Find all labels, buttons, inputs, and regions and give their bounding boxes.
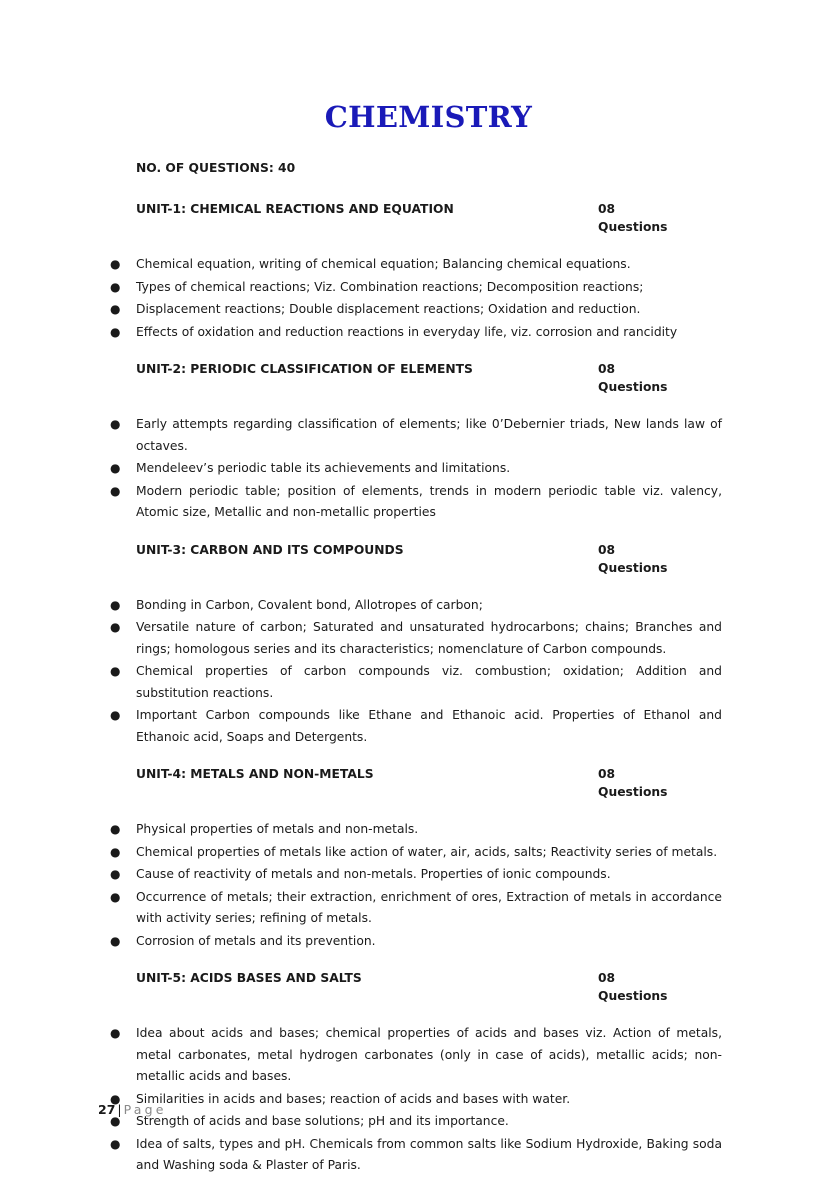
topic-list — [110, 1023, 722, 1177]
list-item: ● Similarities in acids and bases; reaction of acids and bases with water. — [136, 1089, 722, 1111]
list-item: ● Bonding in Carbon, Covalent bond, Allotropes of carbon; — [136, 595, 722, 617]
bullet-icon: ● — [110, 461, 121, 475]
bullet-icon: ● — [110, 867, 121, 881]
bullet-icon: ● — [110, 1114, 121, 1128]
unit-2-section — [110, 360, 722, 524]
bullet-icon: ● — [110, 324, 121, 339]
unit-header — [136, 969, 681, 1005]
list-item: ● Corrosion of metals and its prevention. — [136, 931, 722, 953]
list-item: ● Mendeleev’s periodic table its achievements and limitations. — [136, 458, 722, 480]
list-item: ● Versatile nature of carbon; Saturated and unsaturated hydrocarbons; chains; Branches and rings; homologous series and its characteristics; nomenclature of Carbon compounds. — [136, 617, 722, 660]
bullet-icon: ● — [110, 889, 121, 904]
bullet-icon: ● — [110, 620, 121, 634]
unit-title: UNIT-4: METALS AND NON-METALS — [136, 767, 374, 781]
unit-header — [136, 541, 681, 577]
list-item: ● Chemical properties of carbon compounds viz. combustion; oxidation; Addition and substitution reactions. — [136, 661, 722, 704]
footer-separator: | — [117, 1102, 122, 1117]
bullet-icon: ● — [110, 1026, 121, 1040]
list-item: ● Early attempts regarding classification of elements; like 0’Debernier triads, New lands law of octaves. — [136, 414, 722, 457]
list-item: ● Idea about acids and bases; chemical properties of acids and bases viz. Action of metals, metal carbonates, metal hydrogen carbonates (only in case of acids), metallic acids; non-metallic acids and bases. — [136, 1023, 722, 1088]
unit-1-section — [110, 200, 722, 343]
unit-question-count: 08 Questions — [598, 362, 668, 394]
page-footer — [98, 1101, 167, 1119]
topic-list — [110, 414, 722, 524]
list-item: ● Modern periodic table; position of elements, trends in modern periodic table viz. valency, Atomic size, Metallic and non-metallic properties — [136, 481, 722, 524]
bullet-icon: ● — [110, 302, 121, 316]
page-number: 27 — [98, 1102, 116, 1117]
syllabus-content — [110, 159, 722, 1194]
unit-header — [136, 200, 681, 236]
unit-question-count: 08 Questions — [598, 202, 668, 234]
list-item: ● Occurrence of metals; their extraction, enrichment of ores, Extraction of metals in accordance with activity series; refining of metals. — [136, 887, 722, 930]
number-of-questions: NO. OF QUESTIONS: 40 — [136, 161, 296, 175]
list-item: ● Idea of salts, types and pH. Chemicals from common salts like Sodium Hydroxide, Baking soda and Washing soda & Plaster of Paris. — [136, 1134, 722, 1177]
bullet-icon: ● — [110, 279, 121, 294]
page-title: CHEMISTRY — [324, 100, 533, 134]
bullet-icon: ● — [110, 597, 121, 612]
bullet-icon: ● — [110, 933, 121, 948]
bullet-icon: ● — [110, 708, 121, 722]
list-item: ● Types of chemical reactions; Viz. Combination reactions; Decomposition reactions; — [136, 277, 722, 299]
bullet-icon: ● — [110, 417, 121, 431]
unit-5-section — [110, 969, 722, 1177]
unit-4-section — [110, 765, 722, 952]
unit-header — [136, 360, 681, 396]
bullet-icon: ● — [110, 844, 121, 859]
bullet-icon: ● — [110, 664, 121, 678]
unit-question-count: 08 Questions — [598, 542, 668, 575]
topic-list — [110, 254, 722, 343]
unit-title: UNIT-1: CHEMICAL REACTIONS AND EQUATION — [136, 202, 454, 216]
list-item: ● Effects of oxidation and reduction reactions in everyday life, viz. corrosion and rancidity — [136, 322, 722, 344]
unit-title: UNIT-2: PERIODIC CLASSIFICATION OF ELEMENTS — [136, 362, 473, 376]
page-label: Page — [123, 1102, 167, 1117]
topic-list — [110, 819, 722, 952]
list-item: ● Cause of reactivity of metals and non-metals. Properties of ionic compounds. — [136, 864, 722, 886]
unit-title: UNIT-3: CARBON AND ITS COMPOUNDS — [136, 542, 404, 557]
unit-question-count: 08 Questions — [598, 971, 668, 1003]
unit-question-count: 08 Questions — [598, 767, 668, 799]
bullet-icon: ● — [110, 1136, 121, 1151]
list-item: ● Chemical properties of metals like action of water, air, acids, salts; Reactivity series of metals. — [136, 842, 722, 864]
unit-3-section — [110, 541, 722, 749]
unit-header — [136, 765, 681, 801]
bullet-icon: ● — [110, 483, 121, 498]
bullet-icon: ● — [110, 257, 121, 271]
list-item: ● Strength of acids and base solutions; pH and its importance. — [136, 1111, 722, 1133]
topic-list — [110, 595, 722, 749]
list-item: ● Chemical equation, writing of chemical equation; Balancing chemical equations. — [136, 254, 722, 276]
bullet-icon: ● — [110, 1091, 121, 1106]
list-item: ● Displacement reactions; Double displacement reactions; Oxidation and reduction. — [136, 299, 722, 321]
unit-title: UNIT-5: ACIDS BASES AND SALTS — [136, 971, 362, 985]
bullet-icon: ● — [110, 822, 121, 836]
list-item: ● Physical properties of metals and non-metals. — [136, 819, 722, 841]
list-item: ● Important Carbon compounds like Ethane and Ethanoic acid. Properties of Ethanol and Ethanoic acid, Soaps and Detergents. — [136, 705, 722, 748]
